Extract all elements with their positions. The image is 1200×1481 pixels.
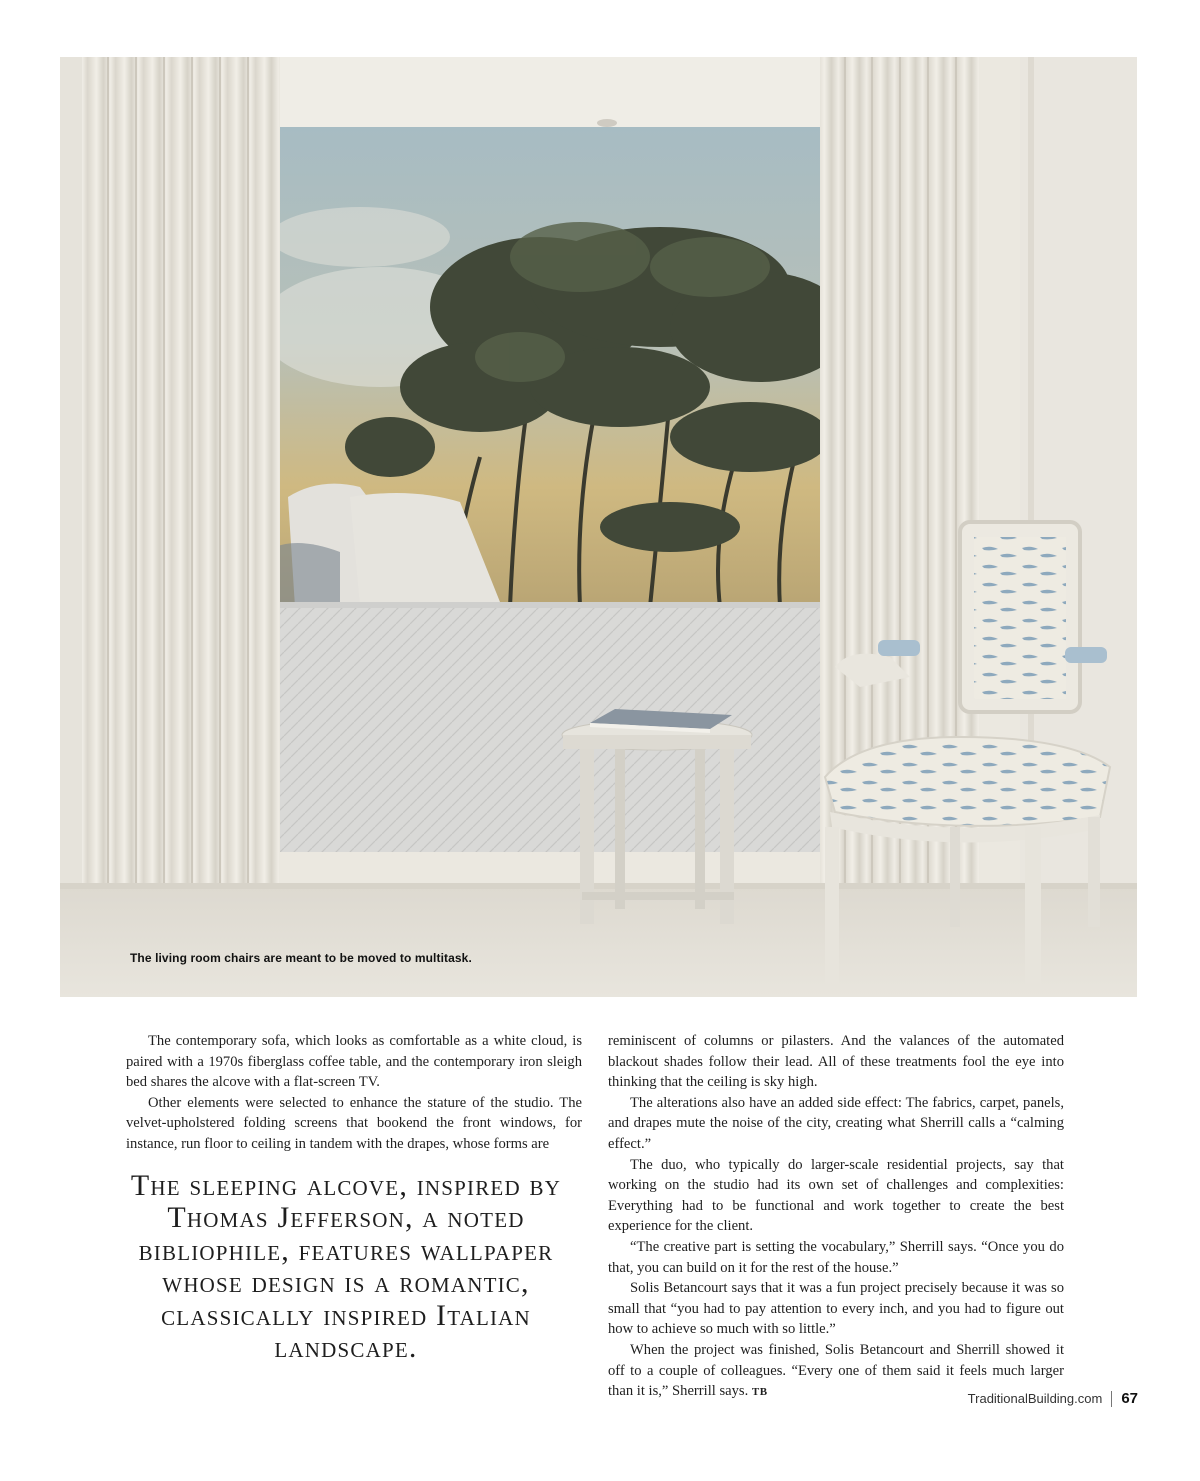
body-column-right [608,1031,1064,1403]
pull-quote: The sleeping alcove, inspired by Thomas Jefferson, a noted bibliophile, features wallpaper whose design is a romantic, classically inspired Italian landscape. [130,1169,562,1365]
footer-divider [1111,1391,1112,1407]
alcove-photo-illustration [60,57,1137,997]
body-paragraph: Solis Betancourt says that it was a fun project precisely because it was so small that “you had to pay attention to every inch, and you had to figure out how to achieve so much with so little.” [608,1280,1064,1338]
body-column-left [126,1031,582,1155]
body-paragraph: “The creative part is setting the vocabulary,” Sherrill says. “Once you do that, you can build on it for the rest of the house.” [608,1238,1064,1276]
page-number: 67 [1121,1390,1138,1407]
end-mark: TB [751,1386,768,1399]
body-paragraph: Other elements were selected to enhance the stature of the studio. The velvet-upholstered folding screens that bookend the front windows, for instance, run floor to ceiling in tandem with the drapes, whose forms are [126,1094,582,1152]
body-paragraph: The alterations also have an added side effect: The fabrics, carpet, panels, and drapes mute the noise of the city, creating what Sherrill calls a “calming effect.” [608,1094,1064,1152]
body-paragraph: The contemporary sofa, which looks as comfortable as a white cloud, is paired with a 1970s fiberglass coffee table, and the contemporary iron sleigh bed shares the alcove with a flat-screen TV. [126,1033,582,1091]
body-paragraph-continued: reminiscent of columns or pilasters. And the valances of the automated blackout shades follow their lead. All of these treatments fool the eye into thinking that the ceiling is sky high. [608,1033,1064,1091]
feature-photo [60,57,1137,997]
page-footer [968,1390,1138,1407]
body-paragraph: The duo, who typically do larger-scale residential projects, say that working on the studio had its own set of challenges and complexities: Everything had to be functional and work together to create the best experience for the client. [608,1156,1064,1235]
last-paragraph-text: When the project was finished, Solis Betancourt and Sherrill showed it off to a couple of colleagues. “Every one of them said it feels much larger than it is,” Sherrill says. [608,1341,1064,1400]
photo-caption: The living room chairs are meant to be moved to multitask. [130,951,472,965]
footer-site-link[interactable]: TraditionalBuilding.com [967,1391,1103,1406]
